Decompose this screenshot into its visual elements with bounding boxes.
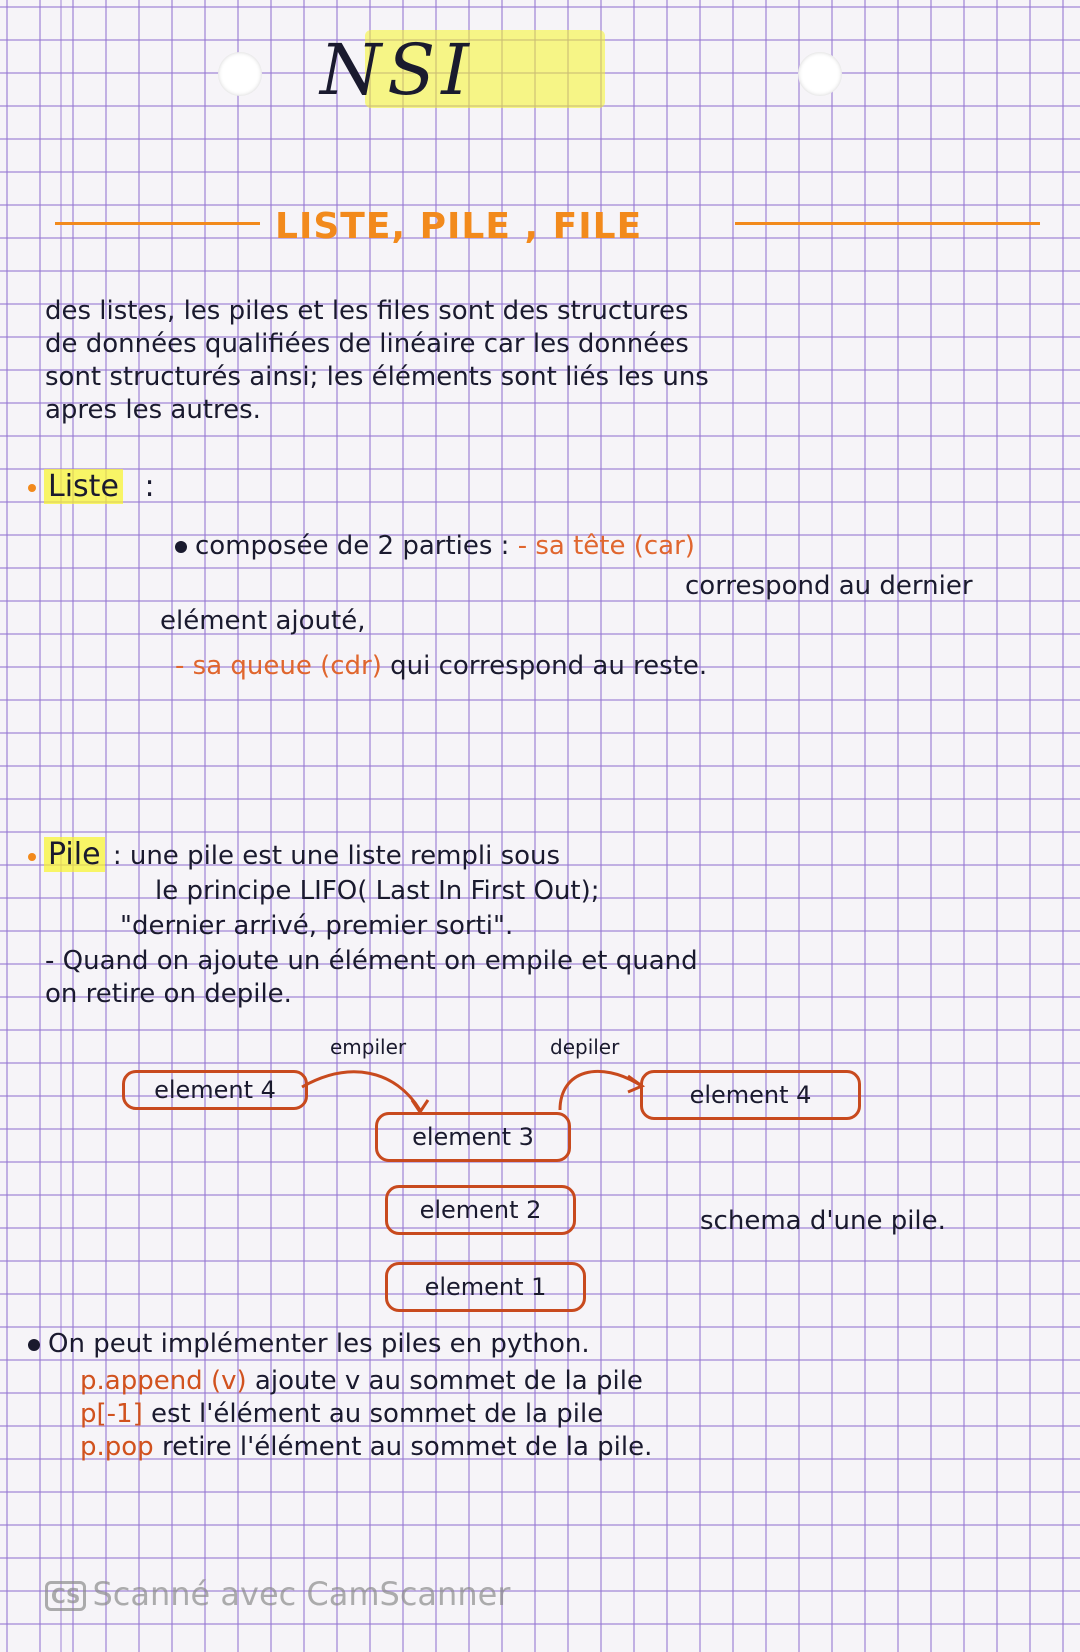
camscanner-watermark: CS Scanné avec CamScanner <box>45 1575 510 1613</box>
diagram-caption: schema d'une pile. <box>700 1206 946 1236</box>
stack-element-2: element 2 <box>385 1185 576 1235</box>
python-intro: On peut implémenter les piles en python. <box>28 1328 590 1361</box>
python-item-pop: p.pop retire l'élément au sommet de la pile. <box>80 1432 653 1462</box>
pile-line-2: le principe LIFO( Last In First Out); <box>155 876 600 906</box>
nsi-logo: NSI <box>320 29 475 111</box>
empiler-arrow <box>302 1072 420 1110</box>
intro-paragraph: des listes, les piles et les files sont des structures de données qualifiées de linéaire car les données sont structurés ainsi; les éléments sont liés les uns apres les autres. <box>45 296 709 425</box>
stack-element-3: element 3 <box>375 1112 571 1162</box>
page-title: LISTE, PILE , FILE <box>275 206 643 247</box>
depiler-label: depiler <box>550 1035 620 1059</box>
pile-line-4: - Quand on ajoute un élément on empile et quand <box>45 946 698 976</box>
depiler-arrowhead <box>628 1076 642 1092</box>
element-push-box: element 4 <box>122 1070 308 1110</box>
liste-line-1: composée de 2 parties : - sa tête (car) <box>175 530 695 563</box>
python-item-append: p.append (v) ajoute v au sommet de la pile <box>80 1366 643 1396</box>
liste-line-3: elément ajouté, <box>160 606 366 636</box>
bullet-icon <box>28 1339 40 1351</box>
element-pop-box: element 4 <box>640 1070 861 1120</box>
section-liste: Liste : <box>28 470 155 503</box>
empiler-arrowhead <box>412 1100 428 1112</box>
liste-line-2: correspond au dernier <box>685 571 973 601</box>
section-pile: Pile : une pile est une liste rempli sous <box>28 838 560 873</box>
camscanner-icon: CS <box>45 1581 86 1611</box>
pile-line-5: on retire on depile. <box>45 979 292 1009</box>
liste-line-4: - sa queue (cdr) qui correspond au reste. <box>175 651 708 681</box>
empiler-label: empiler <box>330 1035 407 1059</box>
python-item-top: p[-1] est l'élément au sommet de la pile <box>80 1399 604 1429</box>
stack-element-1: element 1 <box>385 1262 586 1312</box>
pile-line-3: "dernier arrivé, premier sorti". <box>120 911 514 941</box>
